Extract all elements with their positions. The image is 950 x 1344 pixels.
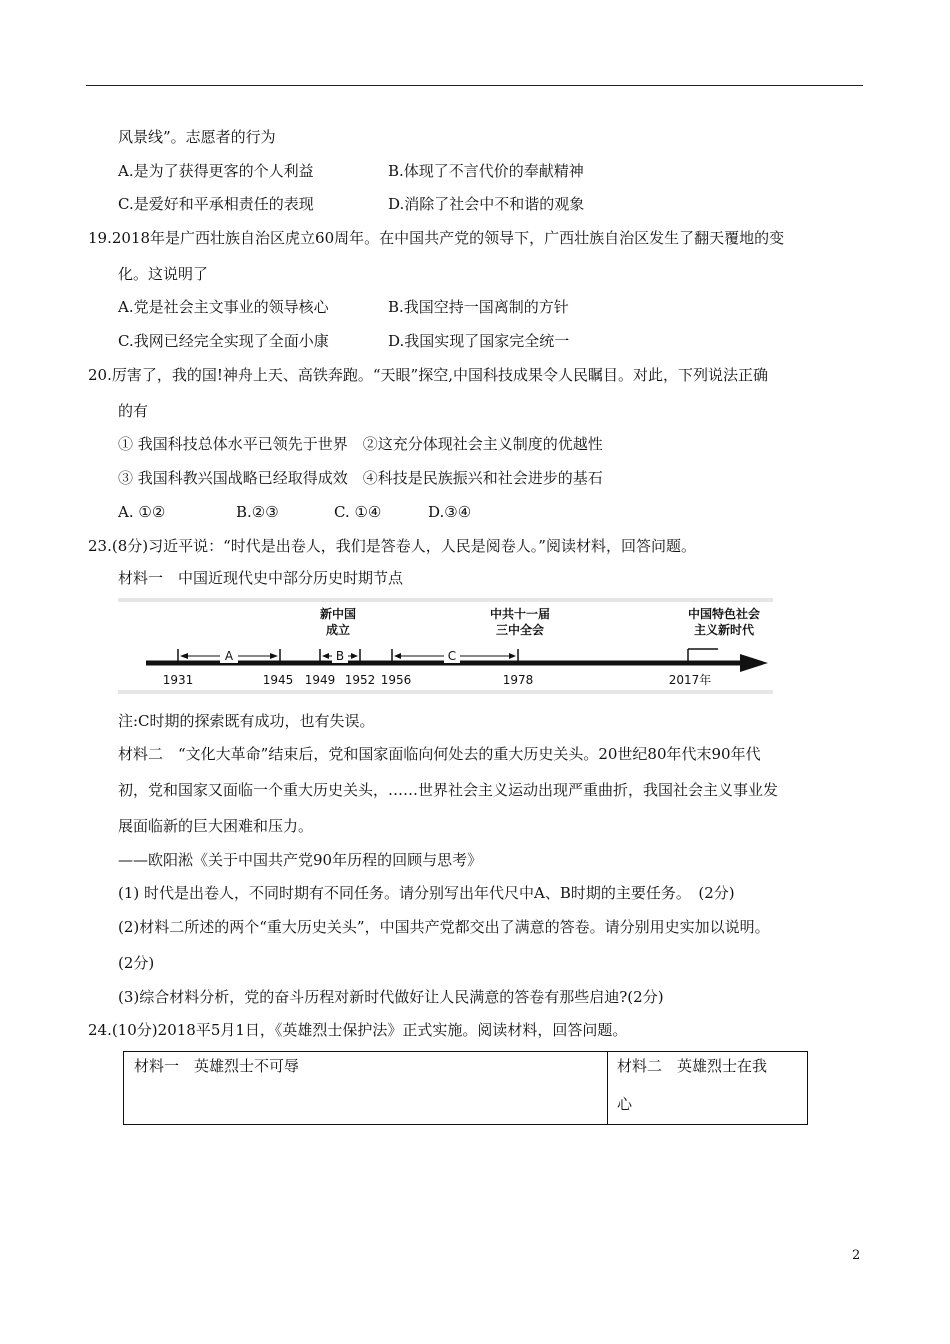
- material-one-title: 材料一 中国近现代史中部分历史时期节点: [118, 569, 404, 587]
- header-rule: [86, 85, 863, 86]
- q19-stem: 19.2018年是广西壮族自治区虎立60周年。在中国共产党的领导下，广西壮族自治区发生了翻天覆地的变: [88, 229, 785, 247]
- q18-stem-continued: 风景线”。志愿者的行为: [118, 128, 276, 146]
- year-1931: 1931: [162, 673, 194, 687]
- q18-option-b: B.体现了不言代价的奉献精神: [388, 162, 584, 180]
- materials-table: [123, 1051, 808, 1125]
- event-new-china-line1: 新中国: [319, 607, 357, 621]
- q18-option-a: A.是为了获得更客的个人利益: [118, 162, 314, 180]
- event-new-era-line2: 主义新时代: [693, 623, 755, 637]
- event-third-plenum-line1: 中共十一届: [489, 607, 551, 621]
- q20-option-d: D.③④: [428, 503, 472, 521]
- q20-statements-1-2: ① 我国科技总体水平已领先于世界 ②这充分体现社会主义制度的优越性: [118, 435, 603, 453]
- q20-option-b: B.②③: [236, 503, 279, 521]
- year-1945: 1945: [262, 673, 294, 687]
- q19-option-d: D.我国实现了国家完全统一: [388, 332, 570, 350]
- q20-option-c: C. ①④: [334, 503, 382, 521]
- period-b-label: B: [335, 649, 345, 663]
- q19-option-b: B.我国空持一国离制的方针: [388, 298, 569, 316]
- year-1952: 1952: [344, 673, 376, 687]
- material-two-line2: 初，党和国家又面临一个重大历史关头，……世界社会主义运动出现严重曲折，我国社会主义事业发: [118, 781, 779, 799]
- q23-stem: 23.(8分)习近平说：“时代是出卷人，我们是答卷人，人民是阅卷人。”阅读材料，回答问题。: [88, 537, 696, 555]
- q20-stem: 20.厉害了，我的国!神舟上天、高铁奔跑。“天眼”探空,中国科技成果令人民瞩目。对此，下列说法正确: [88, 366, 768, 384]
- q24-stem: 24.(10分)2018平5月1日，《英雄烈士保护法》正式实施。阅读材料，回答问题。: [88, 1021, 628, 1039]
- period-a-label: A: [224, 649, 234, 663]
- q23-part-1: (1) 时代是出卷人，不同时期有不同任务。请分别写出年代尺中A、B时期的主要任务。 (2分): [118, 884, 735, 902]
- q19-option-a: A.党是社会主文事业的领导核心: [118, 298, 329, 316]
- q23-part-2-score: (2分): [118, 954, 155, 972]
- material-two-cell-text-line2: 心: [617, 1095, 633, 1113]
- q18-option-c: C.是爱好和平承相责任的表现: [118, 195, 314, 213]
- material-one-cell-text: 材料一 英雄烈士不可辱: [134, 1057, 300, 1075]
- event-new-china-line2: 成立: [325, 623, 351, 637]
- period-c-label: C: [447, 649, 457, 663]
- material-two-source: ——欧阳淞《关于中国共产党90年历程的回顾与思考》: [118, 851, 483, 869]
- material-two-line3: 展面临新的巨大困难和压力。: [118, 817, 314, 835]
- page-number: 2: [852, 1248, 861, 1263]
- year-1956: 1956: [380, 673, 412, 687]
- q20-stem-continued: 的有: [118, 402, 149, 420]
- q19-stem-continued: 化。这说明了: [118, 265, 209, 283]
- q23-part-2: (2)材料二所述的两个“重大历史关头”，中国共产党都交出了满意的答卷。请分别用史实加以说明。: [118, 918, 770, 936]
- history-timeline: [118, 598, 773, 694]
- q20-option-a: A. ①②: [118, 503, 166, 521]
- q19-option-c: C.我网已经完全实现了全面小康: [118, 332, 329, 350]
- material-two-cell-text-line1: 材料二 英雄烈士在我: [617, 1057, 768, 1075]
- q18-option-d: D.消除了社会中不和谐的观象: [388, 195, 585, 213]
- year-2017: 2017年: [668, 673, 712, 687]
- event-third-plenum-line2: 三中全会: [495, 623, 545, 637]
- event-new-era-line1: 中国特色社会: [687, 607, 761, 621]
- q20-statements-3-4: ③ 我国科教兴国战略已经取得成效 ④科技是民族振兴和社会进步的基石: [118, 469, 603, 487]
- timeline-note: 注:C时期的探索既有成功，也有失误。: [118, 712, 375, 730]
- material-two-cell: [608, 1052, 807, 1124]
- q23-part-3: (3)综合材料分析，党的奋斗历程对新时代做好让人民满意的答卷有那些启迪?(2分): [118, 988, 664, 1006]
- material-one-cell: [124, 1052, 608, 1124]
- material-two-line1: 材料二 “文化大革命”结束后，党和国家面临向何处去的重大历史关头。20世纪80年代末90年代: [118, 745, 761, 763]
- year-1978: 1978: [502, 673, 534, 687]
- year-1949: 1949: [304, 673, 336, 687]
